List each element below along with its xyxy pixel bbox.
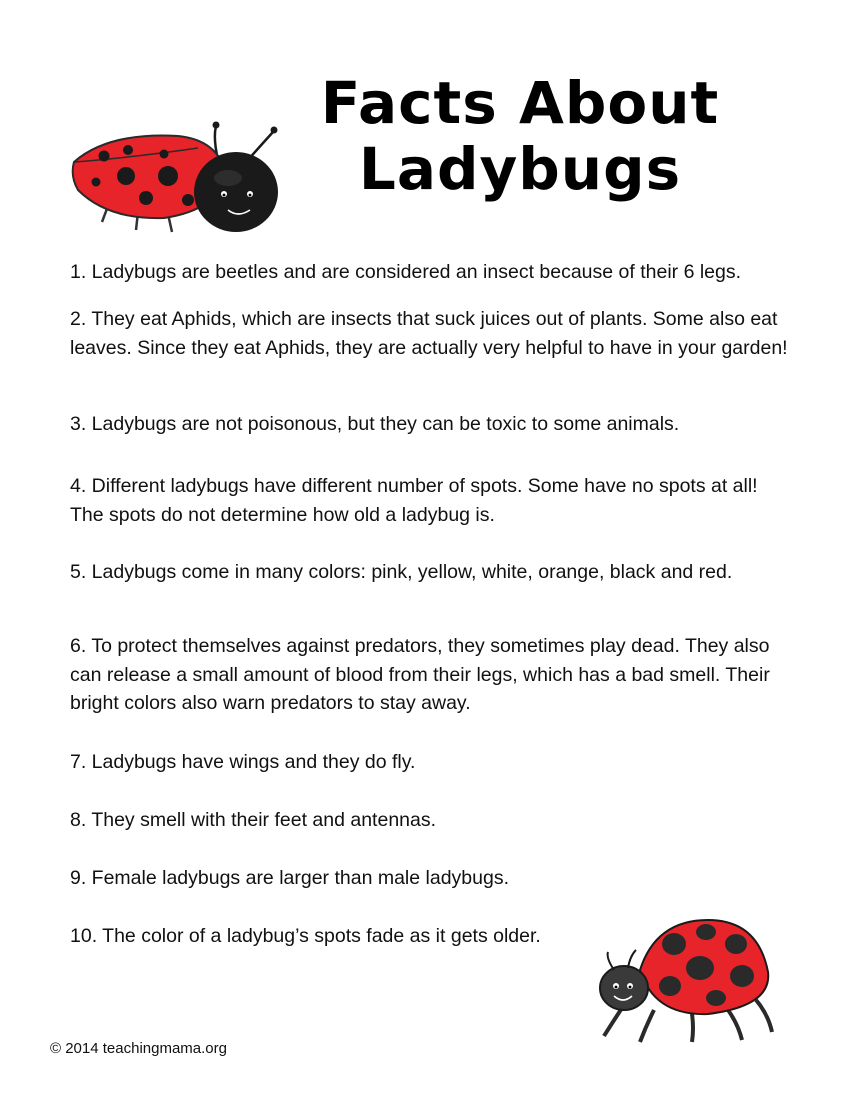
fact-6: 6. To protect themselves against predators, they sometimes play dead. They also can release a small amount of blood from their legs, which has a bad smell. Their bright colors also warn predators to stay away.: [70, 635, 770, 714]
title-line-1: Facts About: [320, 69, 720, 137]
fact-2: 2. They eat Aphids, which are insects that suck juices out of plants. Some also eat leaves. Since they eat Aphids, they are actually very helpful to have in your garden!: [70, 308, 788, 359]
fact-1: 1. Ladybugs are beetles and are considered an insect because of their 6 legs.: [70, 261, 742, 283]
title-line-2: Ladybugs: [358, 135, 682, 203]
ladybug-illustration-top: [68, 118, 283, 238]
fact-9: 9. Female ladybugs are larger than male ladybugs.: [70, 867, 509, 889]
page-title: [270, 70, 770, 202]
fact-5: 5. Ladybugs come in many colors: pink, yellow, white, orange, black and red.: [70, 561, 733, 583]
fact-10: 10. The color of a ladybug’s spots fade as it gets older.: [70, 925, 541, 947]
fact-8: 8. They smell with their feet and antennas.: [70, 809, 437, 831]
fact-4: 4. Different ladybugs have different number of spots. Some have no spots at all! The spots do not determine how old a ladybug is.: [70, 475, 758, 526]
copyright-footer: © 2014 teachingmama.org: [50, 1040, 227, 1057]
fact-3: 3. Ladybugs are not poisonous, but they can be toxic to some animals.: [70, 413, 680, 435]
ladybug-illustration-bottom: [596, 910, 776, 1045]
fact-7: 7. Ladybugs have wings and they do fly.: [70, 751, 416, 773]
